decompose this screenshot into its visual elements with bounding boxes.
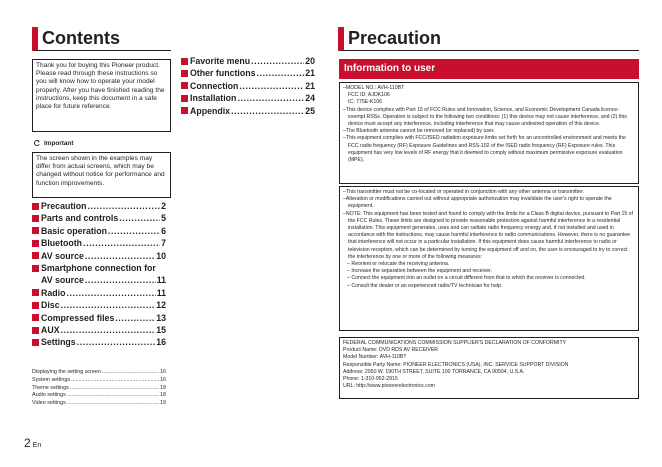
important-box (32, 152, 171, 198)
toc-item-basic-operation[interactable]: Basic operation ..... 6 (32, 225, 166, 237)
note-text: –NOTE: This equipment has been tested and found to comply with the limits for a Class B digital device, pursuant to Part 15 of the FCC Rules. These limits are designed to provide reasonable protection against harmful interference in a residential installation. This equipment generates, uses and can radiate radio frequency energy and, if not installed and used in accordance with the instructions, may cause harmful interference to radio communications. However, there is no guarantee that interference will not occur in a particular installation. If this equipment does cause harmful interference to radio or television reception, which can be determined by turning the equipment off and on, the user is encouraged to try to correct the interference by one or more of the following measures: (343, 210, 633, 260)
precaution-heading (338, 27, 639, 51)
toc-bullet-icon (32, 289, 39, 296)
model-number-line: Model Number: AVH-110BT (343, 354, 407, 361)
toc-bullet-icon (32, 302, 39, 309)
toc-bullet-icon (32, 240, 39, 247)
important-label: Important (44, 139, 74, 147)
toc-bullet-icon (32, 265, 39, 272)
precaution-title: Precaution (348, 28, 442, 48)
toc-left (32, 200, 166, 349)
toc-bullet-icon (181, 70, 188, 77)
toc-bullet-icon (32, 227, 39, 234)
page-number-value: 2 (24, 436, 31, 450)
sub-toc-item[interactable]: Audio settings ..... 18 (32, 392, 166, 400)
toc-item-smartphone-connection[interactable]: Smartphone connection for (32, 262, 166, 274)
toc-bullet-icon (181, 107, 188, 114)
measure-item: – Reorient or relocate the receiving antenna. (347, 261, 450, 268)
toc-item-installation[interactable]: Installation ..... 24 (181, 92, 315, 104)
address: Address: 2050 W. 190TH STREET, SUITE 100 TORRANCE, CA 90504, U.S.A. (343, 368, 525, 375)
important-text: The screen shown in the examples may differ from actual screens, which may be changed without notice for performance and function improvements. (36, 155, 165, 187)
important-heading (33, 139, 73, 147)
sub-toc-item[interactable]: System settings ..... 16 (32, 377, 166, 385)
toc-item-appendix[interactable]: Appendix ..... 25 (181, 105, 315, 117)
product-name: Product Name: DVD RDS AV RECEIVER (343, 347, 439, 354)
url[interactable]: URL: http://www.pioneerelectronics.com (343, 383, 435, 390)
model-number: –MODEL NO.: AVH-110BT (343, 85, 405, 91)
toc-item-compressed-files[interactable]: Compressed files ..... 13 (32, 312, 166, 324)
sub-toc-item[interactable]: Video settings ..... 19 (32, 400, 166, 408)
measure-item: – Consult the dealer or an experienced radio/TV technician for help. (347, 282, 503, 289)
toc-item-other-functions[interactable]: Other functions ..... 21 (181, 67, 315, 79)
toc-item-parts-and-controls[interactable]: Parts and controls ..... 5 (32, 212, 166, 224)
toc-item-precaution[interactable]: Precaution ..... 2 (32, 200, 166, 212)
measure-item: – Connect the equipment into an outlet on a circuit different from that to which the receiver is connected. (347, 275, 586, 282)
toc-item-radio[interactable]: Radio ..... 11 (32, 287, 166, 299)
transmitter-text: –This transmitter must not be co-located or operated in conjunction with any other antenna or transmitter. (343, 189, 584, 195)
declaration-box (339, 337, 639, 399)
toc-item-aux[interactable]: AUX ..... 15 (32, 324, 166, 336)
compliance-text: –This device complies with Part 15 of FCC Rules and Innovation, Science, and Economic Development Canada licence-exempt RSSs. Operation is subject to the following two conditions: (1) this device may not cause interference, and (2) this device must accept any interference, including interference that may cause undesired operation of this device. (343, 106, 627, 128)
toc-bullet-icon (32, 314, 39, 321)
toc-bullet-icon (32, 252, 39, 259)
toc-bullet-icon (32, 215, 39, 222)
ic-id: IC: 775E-K106 (348, 99, 383, 106)
sub-toc-item[interactable]: Theme settings ..... 18 (32, 385, 166, 393)
fcc-info-box (339, 82, 639, 184)
sub-toc (32, 369, 166, 408)
rf-exposure-text: –This equipment complies with FCC/ISED radiation exposure limits set forth for an uncontrolled environment and meets the FCC radio frequency (RF) Exposure Guidelines and RSS-102 of the ISED radio frequency (RF) Exposure rules. This equipment has very low levels of RF energy that it deemed to comply without maximum permissive exposure evaluation (MPE). (343, 135, 626, 164)
toc-item-bluetooth[interactable]: Bluetooth ..... 7 (32, 237, 166, 249)
antenna-text: –The Bluetooth antenna cannot be removed (or replaced) by user. (343, 128, 495, 135)
intro-box (32, 59, 171, 132)
alteration-text: –Alteration or modifications carried out without appropriate authorization may invalidate the user's right to operate the equipment. (343, 196, 612, 210)
information-to-user-header: Information to user (339, 59, 639, 79)
important-arrow-icon (33, 139, 41, 147)
page-language: En (32, 442, 42, 449)
toc-item-av-source[interactable]: AV source ..... 10 (32, 250, 166, 262)
contents-heading (32, 27, 171, 51)
toc-item-connection[interactable]: Connection ..... 21 (181, 80, 315, 92)
measure-item: – Increase the separation between the equipment and receiver. (347, 268, 493, 275)
toc-bullet-icon (181, 82, 188, 89)
fcc-id: FCC ID: AJDK106 (348, 92, 390, 99)
toc-bullet-icon (181, 95, 188, 102)
page-number (24, 436, 41, 450)
toc-bullet-icon (181, 58, 188, 65)
toc-item-favorite-menu[interactable]: Favorite menu ..... 20 (181, 55, 315, 67)
toc-bullet-icon (32, 339, 39, 346)
toc-item-settings[interactable]: Settings ..... 16 (32, 336, 166, 348)
toc-bullet-icon (32, 203, 39, 210)
toc-right (181, 55, 315, 117)
responsible-party: Responsible Party Name: PIONEER ELECTRONICS (USA), INC. SERVICE SUPPORT DIVISION (343, 361, 569, 368)
sub-toc-item[interactable]: Displaying the setting screen ..... 16 (32, 369, 166, 377)
interference-box (339, 186, 639, 331)
declaration-title: FEDERAL COMMUNICATIONS COMMISSION SUPPLIER'S DECLARATION OF CONFORMITY (343, 340, 567, 346)
toc-bullet-icon (32, 327, 39, 334)
contents-title: Contents (42, 28, 120, 48)
phone: Phone: 1-310-952-2915 (343, 376, 398, 383)
toc-item-smartphone-av-source[interactable]: AV source ..... 11 (32, 274, 166, 286)
intro-text: Thank you for buying this Pioneer product. Please read through these instructions so you will know how to operate your model properly. After you have finished reading the instructions, keep this document in a safe place for future reference. (36, 62, 165, 111)
toc-item-disc[interactable]: Disc ..... 12 (32, 299, 166, 311)
